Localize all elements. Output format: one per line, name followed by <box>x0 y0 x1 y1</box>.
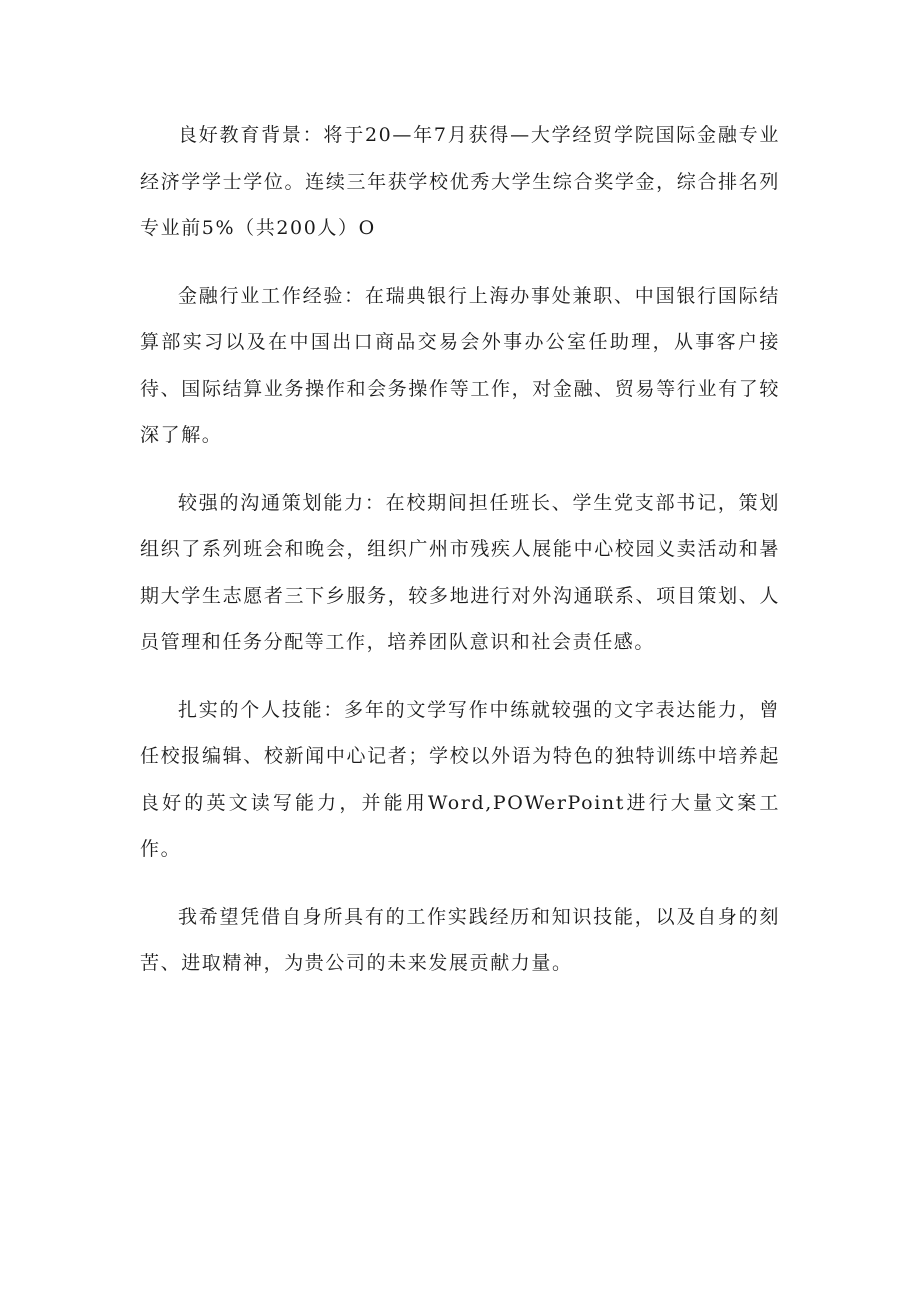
paragraph-education: 良好教育背景：将于20—年7月获得—大学经贸学院国际金融专业经济学学士学位。连续三年获学校优秀大学生综合奖学金，综合排名列专业前5%（共200人）O <box>140 124 780 239</box>
paragraph-work-experience: 金融行业工作经验：在瑞典银行上海办事处兼职、中国银行国际结算部实习以及在中国出口商品交易会外事办公室任助理，从事客户接待、国际结算业务操作和会务操作等工作，对金融、贸易等行业有了较深了解。 <box>140 284 780 446</box>
paragraph-communication: 较强的沟通策划能力：在校期间担任班长、学生党支部书记，策划组织了系列班会和晚会，组织广州市残疾人展能中心校园义卖活动和暑期大学生志愿者三下乡服务，较多地进行对外沟通联系、项目策划、人员管理和任务分配等工作，培养团队意识和社会责任感。 <box>140 491 780 653</box>
document-body <box>140 112 780 1008</box>
paragraph-closing: 我希望凭借自身所具有的工作实践经历和知识技能，以及自身的刻苦、进取精神，为贵公司的未来发展贡献力量。 <box>140 905 780 974</box>
paragraph-skills: 扎实的个人技能：多年的文学写作中练就较强的文字表达能力，曾任校报编辑、校新闻中心记者；学校以外语为特色的独特训练中培养起良好的英文读写能力，并能用Word,POWerPoint进行大量文案工作。 <box>140 698 780 860</box>
